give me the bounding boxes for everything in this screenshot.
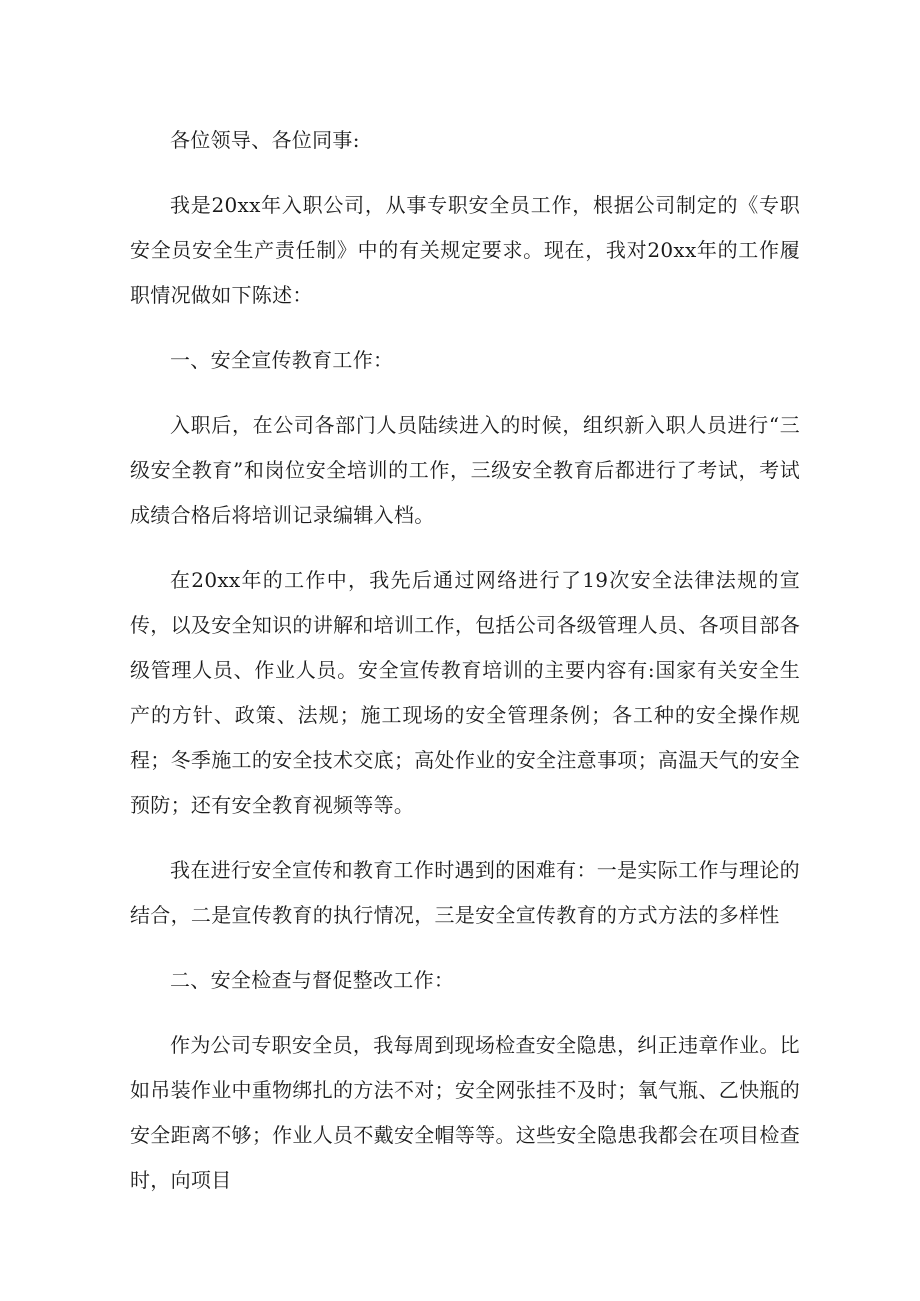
body-paragraph: 在20xx年的工作中，我先后通过网络进行了19次安全法律法规的宣传，以及安全知识的讲解和培训工作，包括公司各级管理人员、各项目部各级管理人员、作业人员。安全宣传教育培训的主要内容有:国家有关安全生产的方针、政策、法规；施工现场的安全管理条例；各工种的安全操作规程；冬季施工的安全技术交底；高处作业的安全注意事项；高温天气的安全预防；还有安全教育视频等等。 — [130, 568, 800, 817]
document-body — [130, 118, 800, 1223]
section-heading-1: 一、安全宣传教育工作： — [170, 348, 394, 372]
intro-paragraph: 我是20xx年入职公司，从事专职安全员工作，根据公司制定的《专职安全员安全生产责任制》中的有关规定要求。现在，我对20xx年的工作履职情况做如下陈述： — [130, 193, 800, 307]
salutation: 各位领导、各位同事: — [170, 128, 360, 152]
body-paragraph: 我在进行安全宣传和教育工作时遇到的困难有：一是实际工作与理论的结合，二是宣传教育的执行情况，三是安全宣传教育的方式方法的多样性 — [130, 858, 800, 927]
body-paragraph: 入职后，在公司各部门人员陆续进入的时候，组织新入职人员进行“三级安全教育”和岗位安全培训的工作，三级安全教育后都进行了考试，考试成绩合格后将培训记录编辑入档。 — [130, 413, 800, 527]
body-paragraph: 作为公司专职安全员，我每周到现场检查安全隐患，纠正违章作业。比如吊装作业中重物绑扎的方法不对；安全网张挂不及时；氧气瓶、乙快瓶的安全距离不够；作业人员不戴安全帽等等。这些安全隐患我都会在项目检查时，向项目 — [130, 1033, 800, 1192]
section-heading-2: 二、安全检查与督促整改工作： — [170, 968, 455, 992]
